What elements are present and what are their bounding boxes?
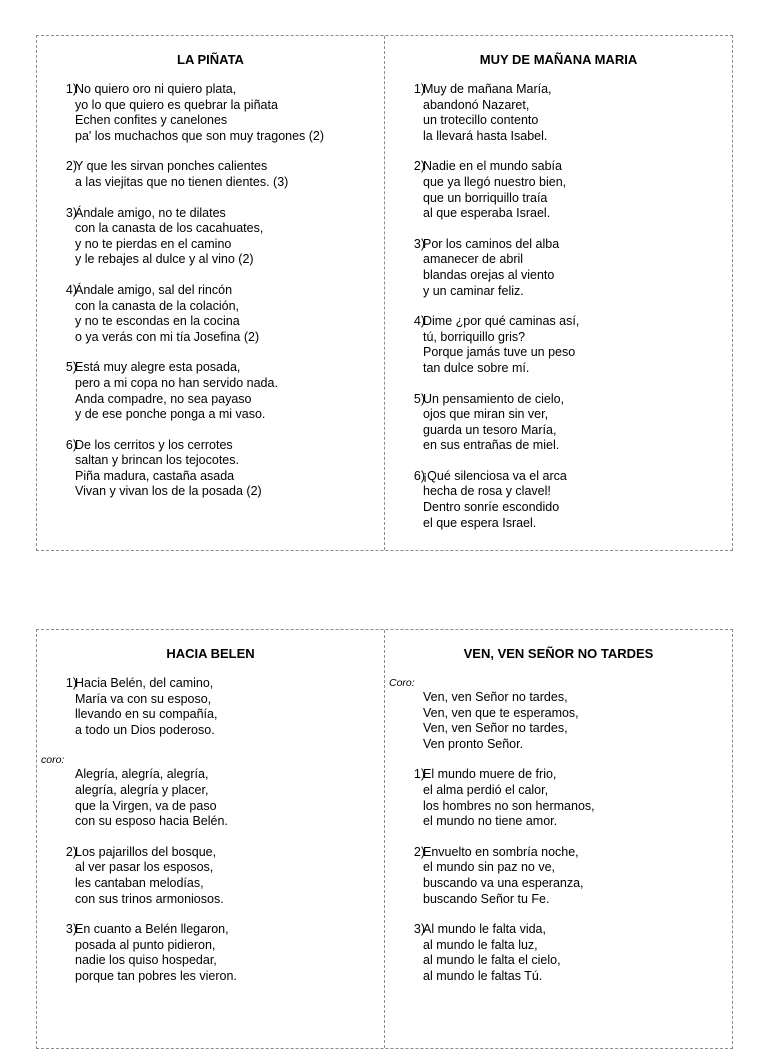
- verse: [385, 922, 732, 984]
- lyric-line: Porque jamás tuve un peso: [423, 345, 576, 360]
- lyric-line: el mundo sin paz no ve,: [423, 860, 556, 875]
- lyric-line: al mundo le faltas Tú.: [423, 968, 543, 983]
- lyric-line: pero a mi copa no han servido nada.: [75, 375, 278, 390]
- verse-number: 1): [65, 676, 77, 690]
- lyric-line: Al mundo le falta vida,: [423, 922, 546, 937]
- lyric-line: María va con su esposo,: [75, 691, 212, 706]
- lyric-line: Ven pronto Señor.: [423, 736, 524, 751]
- lyric-line: yo lo que quiero es quebrar la piñata: [75, 97, 278, 112]
- lyric-line: posada al punto pidieron,: [75, 937, 216, 952]
- lyric-line: Ándale amigo, sal del rincón: [75, 282, 233, 297]
- lyric-line: Echen confites y canelones: [75, 113, 228, 128]
- verse: [37, 676, 384, 738]
- lyric-line: alegría, alegría y placer,: [75, 782, 209, 797]
- lyric-line: al que esperaba Israel.: [423, 206, 551, 221]
- verse-number: 3): [413, 922, 425, 937]
- lyric-line: Dime ¿por qué caminas así,: [423, 314, 580, 329]
- verse-number: 2): [413, 159, 425, 174]
- lyric-line: No quiero oro ni quiero plata,: [75, 82, 237, 96]
- lyric-line: blandas orejas al viento: [423, 267, 555, 282]
- lyric-line: abandonó Nazaret,: [423, 97, 530, 112]
- verse: [385, 469, 732, 531]
- lyric-line: Ven, ven que te esperamos,: [423, 705, 579, 720]
- lyric-line: y un caminar feliz.: [423, 283, 524, 298]
- lyric-line: tú, borriquillo gris?: [423, 329, 526, 344]
- lyric-line: con la canasta de los cacahuates,: [75, 221, 264, 236]
- verse: [37, 438, 384, 500]
- lyric-line: el que espera Israel.: [423, 515, 537, 530]
- lyric-line: Los pajarillos del bosque,: [75, 844, 217, 859]
- verse: [385, 392, 732, 454]
- song-body: [37, 82, 384, 515]
- lyric-line: Anda compadre, no sea payaso: [75, 391, 252, 406]
- lyric-line: la llevará hasta Isabel.: [423, 128, 548, 143]
- lyric-line: nadie los quiso hospedar,: [75, 953, 217, 968]
- verse-number: 3): [413, 236, 425, 251]
- verse-number: 1): [65, 82, 77, 96]
- lyric-line: Muy de mañana María,: [423, 82, 552, 96]
- lyric-line: y le rebajes al dulce y al vino (2): [75, 252, 254, 267]
- verse-number: 5): [413, 391, 425, 406]
- lyric-line: Está muy alegre esta posada,: [75, 360, 241, 375]
- verse-number: 2): [65, 844, 77, 859]
- lyric-line: El mundo muere de frio,: [423, 767, 557, 782]
- verse-number: 4): [65, 282, 77, 297]
- verse: [37, 82, 384, 144]
- lyric-line: ojos que miran sin ver,: [423, 407, 549, 422]
- lyric-line: Envuelto en sombría noche,: [423, 844, 579, 859]
- lyric-line: que un borriquillo traía: [423, 190, 548, 205]
- songsheet-card-bottom: [36, 629, 733, 1049]
- verse: [385, 159, 732, 221]
- lyric-line: con sus trinos armoniosos.: [75, 891, 224, 906]
- lyric-line: amanecer de abril: [423, 252, 524, 267]
- lyric-line: hecha de rosa y clavel!: [423, 484, 551, 499]
- lyric-line: guarda un tesoro María,: [423, 422, 557, 437]
- song-title: VEN, VEN SEÑOR NO TARDES: [463, 646, 654, 661]
- lyric-line: Hacia Belén, del camino,: [75, 676, 214, 690]
- lyric-line: buscando Señor tu Fe.: [423, 891, 550, 906]
- verse: [37, 206, 384, 268]
- chorus-label: Coro:: [389, 677, 415, 689]
- lyric-line: ¡Qué silenciosa va el arca: [423, 468, 567, 483]
- verse: [37, 360, 384, 422]
- lyric-line: saltan y brincan los tejocotes.: [75, 453, 239, 468]
- song-body: [37, 676, 384, 1000]
- lyric-line: un trotecillo contento: [423, 113, 539, 128]
- verse-number: 2): [65, 159, 77, 174]
- verse-number: 5): [65, 360, 77, 375]
- verse: [37, 283, 384, 345]
- lyric-line: que la Virgen, va de paso: [75, 798, 217, 813]
- lyric-line: al ver pasar los esposos,: [75, 860, 214, 875]
- lyric-line: buscando va una esperanza,: [423, 875, 584, 890]
- lyric-line: a las viejitas que no tienen dientes. (3): [75, 174, 289, 189]
- lyric-line: que ya llegó nuestro bien,: [423, 174, 567, 189]
- verse-number: 6): [65, 437, 77, 452]
- verse-number: 1): [413, 767, 425, 782]
- lyric-line: pa' los muchachos que son muy tragones (2): [75, 128, 325, 143]
- lyric-line: Por los caminos del alba: [423, 236, 560, 251]
- lyric-line: En cuanto a Belén llegaron,: [75, 922, 229, 937]
- lyric-line: con su esposo hacia Belén.: [75, 814, 228, 829]
- lyric-line: Ven, ven Señor no tardes,: [423, 721, 568, 736]
- chorus: [385, 676, 732, 752]
- lyric-line: llevando en su compañía,: [75, 707, 218, 722]
- lyric-line: el mundo no tiene amor.: [423, 814, 558, 829]
- verse: [37, 159, 384, 190]
- lyric-line: Y que les sirvan ponches calientes: [75, 159, 268, 174]
- lyric-line: y no te pierdas en el camino: [75, 236, 232, 251]
- lyric-line: al mundo le falta el cielo,: [423, 953, 561, 968]
- lyric-line: el alma perdió el calor,: [423, 782, 549, 797]
- verse: [385, 82, 732, 144]
- song-title: LA PIÑATA: [177, 52, 244, 67]
- lyric-line: y de ese ponche ponga a mi vaso.: [75, 407, 266, 422]
- verse-number: 1): [413, 82, 425, 96]
- song-body: [385, 82, 732, 546]
- verse: [37, 922, 384, 984]
- lyric-line: porque tan pobres les vieron.: [75, 968, 237, 983]
- songsheet-card-top: [36, 35, 733, 551]
- song-body: [385, 676, 732, 1000]
- chorus-label: coro:: [41, 754, 65, 767]
- verse: [385, 237, 732, 299]
- lyric-line: Ven, ven Señor no tardes,: [423, 690, 568, 704]
- lyric-line: Dentro sonríe escondido: [423, 500, 560, 515]
- lyric-line: Nadie en el mundo sabía: [423, 159, 562, 174]
- lyric-line: los hombres no son hermanos,: [423, 798, 595, 813]
- song-title: MUY DE MAÑANA MARIA: [479, 52, 638, 67]
- lyric-line: y no te escondas en la cocina: [75, 314, 240, 329]
- verse: [385, 845, 732, 907]
- lyric-line: Alegría, alegría, alegría,: [75, 767, 209, 782]
- lyric-line: les cantaban melodías,: [75, 875, 204, 890]
- verse-number: 4): [413, 314, 425, 329]
- lyric-line: Ándale amigo, no te dilates: [75, 205, 226, 220]
- song-title: HACIA BELEN: [166, 646, 255, 661]
- lyric-line: o ya verás con mi tía Josefina (2): [75, 329, 260, 344]
- verse-number: 6): [413, 468, 425, 483]
- verse: [385, 767, 732, 829]
- lyric-line: tan dulce sobre mí.: [423, 360, 530, 375]
- lyric-line: con la canasta de la colación,: [75, 298, 239, 313]
- lyric-line: en sus entrañas de miel.: [423, 438, 560, 453]
- chorus: [37, 753, 384, 829]
- verse-number: 3): [65, 922, 77, 937]
- verse-number: 3): [65, 205, 77, 220]
- lyric-line: al mundo le falta luz,: [423, 937, 538, 952]
- lyric-line: Vivan y vivan los de la posada (2): [75, 484, 262, 499]
- lyric-line: Piña madura, castaña asada: [75, 468, 235, 483]
- lyric-line: De los cerritos y los cerrotes: [75, 437, 233, 452]
- verse-number: 2): [413, 844, 425, 859]
- lyric-line: Un pensamiento de cielo,: [423, 391, 565, 406]
- lyric-line: a todo un Dios poderoso.: [75, 722, 215, 737]
- verse: [37, 845, 384, 907]
- verse: [385, 314, 732, 376]
